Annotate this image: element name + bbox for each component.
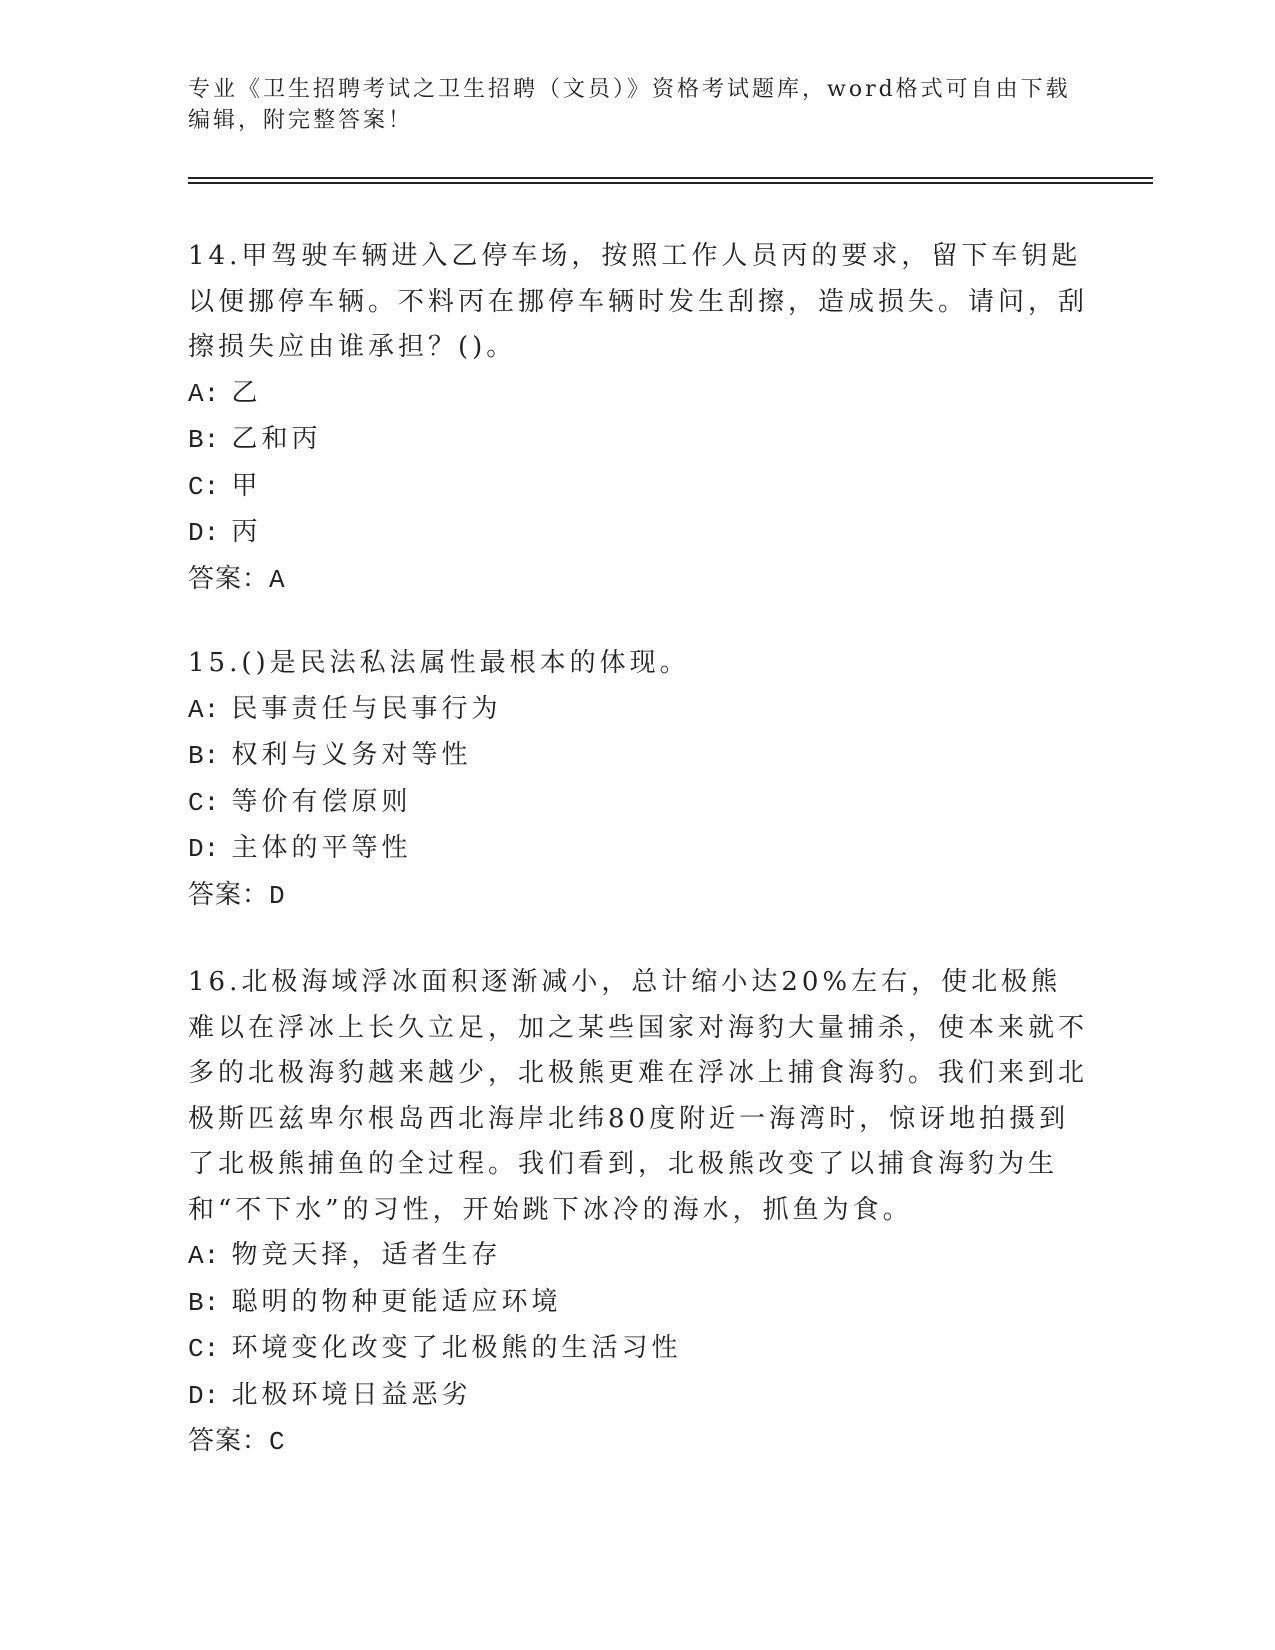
option-a: [188, 1233, 1088, 1280]
question-16: [188, 960, 1088, 1466]
option-letter: B:: [188, 741, 220, 771]
document-header: [188, 74, 1088, 136]
option-text: 北极环境日益恶劣: [231, 1379, 472, 1410]
option-letter: A:: [188, 1241, 220, 1271]
option-text: 物竞天择，适者生存: [231, 1240, 502, 1270]
option-b: [188, 1280, 1088, 1327]
option-b: [188, 417, 1088, 464]
header-line-1: 专业《卫生招聘考试之卫生招聘（文员）》资格考试题库，word格式可自由下载: [188, 77, 1071, 102]
option-letter: D:: [188, 1380, 220, 1411]
option-text: 甲: [231, 470, 262, 501]
header-divider-top: [188, 177, 1153, 179]
header-divider-bottom: [188, 182, 1153, 184]
option-a: [188, 371, 1088, 418]
option-b: [188, 733, 1088, 780]
answer-value: D: [269, 880, 286, 911]
question-14: [188, 234, 1088, 603]
option-letter: C:: [188, 787, 220, 818]
option-letter: B:: [188, 1287, 220, 1318]
option-letter: D:: [188, 518, 220, 548]
answer-label: 答案：: [188, 563, 270, 594]
option-c: [188, 464, 1088, 511]
option-text: 主体的平等性: [231, 833, 412, 863]
option-text: 乙: [231, 377, 262, 408]
option-d: [188, 1373, 1088, 1420]
header-line-2: 编辑，附完整答案！: [188, 108, 414, 133]
answer-line: [188, 873, 1088, 920]
option-letter: C:: [188, 1334, 220, 1364]
option-text: 聪明的物种更能适应环境: [231, 1286, 562, 1317]
question-stem: 14.甲驾驶车辆进入乙停车场，按照工作人员丙的要求，留下车钥匙以便挪停车辆。不料丙在挪停车辆时发生刮擦，造成损失。请问，刮擦损失应由谁承担？()。: [188, 241, 1089, 362]
question-stem: 15.()是民法私法属性最根本的体现。: [188, 648, 690, 678]
option-a: [188, 687, 1088, 734]
question-15: [188, 641, 1088, 919]
option-text: 权利与义务对等性: [231, 740, 472, 770]
option-letter: A:: [188, 378, 220, 409]
answer-line: [188, 1419, 1088, 1466]
option-text: 乙和丙: [231, 424, 322, 454]
option-c: [188, 1326, 1088, 1373]
answer-label: 答案：: [188, 879, 270, 910]
option-text: 环境变化改变了北极熊的生活习性: [231, 1333, 682, 1363]
option-text: 民事责任与民事行为: [231, 693, 502, 724]
answer-value: A: [269, 564, 286, 595]
option-c: [188, 780, 1088, 827]
answer-line: [188, 557, 1088, 604]
answer-value: C: [269, 1427, 286, 1457]
option-letter: A:: [188, 694, 220, 725]
option-letter: D:: [188, 834, 220, 864]
option-text: 丙: [231, 517, 262, 547]
option-text: 等价有偿原则: [231, 786, 412, 817]
option-d: [188, 826, 1088, 873]
question-stem: 16.北极海域浮冰面积逐渐减小，总计缩小达20%左右，使北极熊难以在浮冰上长久立足，加之某些国家对海豹大量捕杀，使本来就不多的北极海豹越来越少，北极熊更难在浮冰上捕食海豹。我们来到北极斯匹兹卑尔根岛西北海岸北纬80度附近一海湾时，惊讶地拍摄到了北极熊捕鱼的全过程。我们看到，北极熊改变了以捕食海豹为生和“不下水”的习性，开始跳下冰冷的海水，抓鱼为食。: [188, 967, 1089, 1225]
answer-label: 答案：: [188, 1426, 270, 1456]
option-letter: C:: [188, 471, 220, 502]
option-d: [188, 510, 1088, 557]
option-letter: B:: [188, 425, 220, 455]
